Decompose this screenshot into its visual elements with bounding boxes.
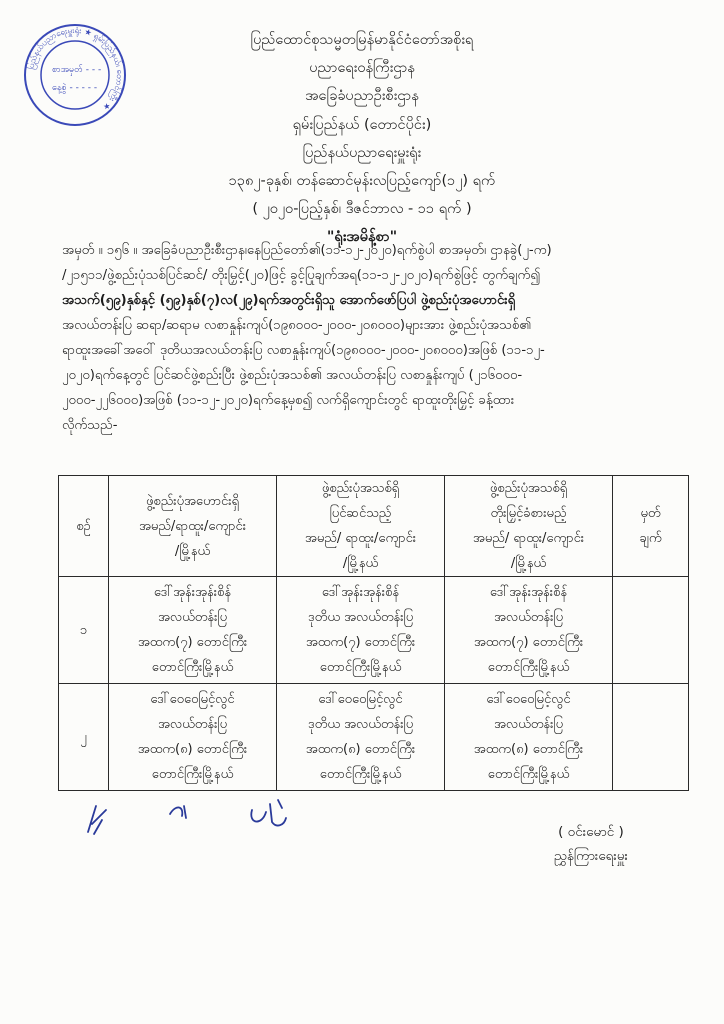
signature-block	[554, 820, 628, 868]
initials-signatures	[80, 792, 320, 842]
cell-serial: ၂	[59, 684, 109, 791]
table-header-row	[59, 476, 689, 577]
cell-remark	[613, 577, 689, 684]
office-seal-stamp	[22, 22, 128, 128]
table-row	[59, 684, 689, 791]
government-name: ပြည်ထောင်စုသမ္မတမြန်မာနိုင်ငံတော်အစိုးရ	[250, 32, 474, 48]
gregorian-date: ( ၂၀၂၀-ပြည့်နှစ်၊ ဒီဇင်ဘာလ - ၁၁ ရက် )	[252, 201, 472, 218]
signer-name: ( ဝင်းမောင် )	[558, 824, 624, 840]
paragraph-line: /၂၁၅၁၁/ဖွဲ့စည်းပုံသစ်ပြင်ဆင်/ တိုးမြှင့်(၂၀)ဖြင့် ခွင့်ပြုချက်အရ(၁၁-၁၂-၂၀၂၀)ရက်စွဲဖြင့် တွက်ချက်၍	[62, 268, 541, 283]
cell-remark	[613, 684, 689, 791]
promotion-table	[58, 475, 689, 791]
signature-mark-1	[88, 806, 106, 834]
table-row	[59, 577, 689, 684]
region-name: ရှမ်းပြည်နယ် (တောင်ပိုင်း)	[292, 116, 432, 133]
seal-ring-text: ပြည်နယ်ပညာရေးမှူးရုံး ★ ရှမ်းပြည်နယ်၊ တောင်ကြီး ★	[25, 24, 126, 113]
header-amended-structure: ဖွဲ့စည်းပုံအသစ်ရှိ ပြင်ဆင်သည့် အမည်/ ရာထူး/ကျောင်း /မြို့နယ်	[277, 476, 445, 577]
order-paragraph	[62, 238, 682, 438]
header-remarks: မှတ် ချက်	[613, 476, 689, 577]
paragraph-line: ၂၀၀၀-၂၂၆၀၀၀)အဖြစ် (၁၁-၁၂-၂၀၂၀)ရက်နေ့မှစ၍ လက်ရှိကျောင်းတွင် ရာထူးတိုးမြှင့် ခန့်ထား	[62, 393, 515, 408]
office-name: ပြည်နယ်ပညာရေးမှူးရုံး	[302, 144, 422, 161]
cell-old: ဒေါ်အုန်းအုန်းစိန် အလယ်တန်းပြ အထက(၇) တောင်ကြီး တောင်ကြီးမြို့နယ်	[109, 577, 277, 684]
paragraph-line: အမှတ် ။ ၁၅၆ ။ အခြေခံပညာဦးစီးဌာန၊နေပြည်တော်၏(၁၁-၁၂-၂၀၂၀)ရက်စွဲပါ စာအမှတ်၊ ဌာနခွဲ(၂-က)	[62, 243, 552, 258]
paragraph-line: အလယ်တန်းပြ ဆရာ/ဆရာမ လစာနှုန်းကျပ်(၁၉၈၀၀၀-၂၀၀၀-၂၀၈၀၀၀)များအား ဖွဲ့စည်းပုံအသစ်၏	[62, 318, 532, 333]
cell-old: ဒေါ်ဝေဝေမြင့်လွင် အလယ်တန်းပြ အထက(၈) တောင်ကြီး တောင်ကြီးမြို့နယ်	[109, 684, 277, 791]
paragraph-line-bold: အသက်(၅၉)နှစ်နှင့် (၅၉)နှစ်(၇)လ(၂၉)ရက်အတွင်းရှိသူ အောက်ဖော်ပြပါ ဖွဲ့စည်းပုံအဟောင်းရှိ	[62, 293, 516, 308]
document-title: "ရုံးအမိန့်စာ"	[326, 229, 398, 246]
header-promoted-structure: ဖွဲ့စည်းပုံအသစ်ရှိ တိုးမြှင့်ခံစားမည့် အမည်/ ရာထူး/ကျောင်း /မြို့နယ်	[445, 476, 613, 577]
cell-serial: ၁	[59, 577, 109, 684]
cell-amended: ဒေါ်အုန်းအုန်းစိန် ဒုတိယ အလယ်တန်းပြ အထက(၇) တောင်ကြီး တောင်ကြီးမြို့နယ်	[277, 577, 445, 684]
myanmar-date: ၁၃၈၂-ခုနှစ်၊ တန်ဆောင်မုန်းလပြည့်ကျော်(၁၂) ရက်	[228, 172, 496, 189]
seal-ref-field: စာအမှတ် - - -	[52, 65, 102, 75]
signature-mark-2	[170, 806, 186, 818]
paragraph-line: ရာထူးအခေါ်အဝေါ် ဒုတိယအလယ်တန်းပြ လစာနှုန်းကျပ်(၁၉၈၀၀၀-၂၀၀၀-၂၀၈၀၀၀)အဖြစ် (၁၁-၁၂-	[62, 343, 545, 358]
cell-promoted: ဒေါ်အုန်းအုန်းစိန် အလယ်တန်းပြ အထက(၇) တောင်ကြီး တောင်ကြီးမြို့နယ်	[445, 577, 613, 684]
paragraph-line: လိုက်သည်-	[62, 418, 118, 433]
cell-amended: ဒေါ်ဝေဝေမြင့်လွင် ဒုတိယ အလယ်တန်းပြ အထက(၈) တောင်ကြီး တောင်ကြီးမြို့နယ်	[277, 684, 445, 791]
ministry-name: ပညာရေးဝန်ကြီးဌာန	[309, 60, 415, 77]
department-name: အခြေခံပညာဦးစီးဌာန	[305, 88, 419, 105]
cell-promoted: ဒေါ်ဝေဝေမြင့်လွင် အလယ်တန်းပြ အထက(၈) တောင်ကြီး တောင်ကြီးမြို့နယ်	[445, 684, 613, 791]
signature-mark-3	[251, 800, 286, 825]
seal-date-field: နေ့စွဲ - - - - -	[52, 83, 98, 93]
header-old-structure: ဖွဲ့စည်းပုံအဟောင်းရှိ အမည်/ရာထူး/ကျောင်း /မြို့နယ်	[109, 476, 277, 577]
signer-title: ညွှန်ကြားရေးမှူး	[553, 848, 628, 864]
paragraph-line: ၂၀၂၀)ရက်နေ့တွင် ပြင်ဆင်ဖွဲ့စည်းပြီး ဖွဲ့စည်းပုံအသစ်၏ အလယ်တန်းပြ လစာနှုန်းကျပ် (၂၁၆၀၀၀-	[62, 368, 523, 383]
letterhead	[160, 26, 564, 252]
header-serial: စဉ်	[59, 476, 109, 577]
